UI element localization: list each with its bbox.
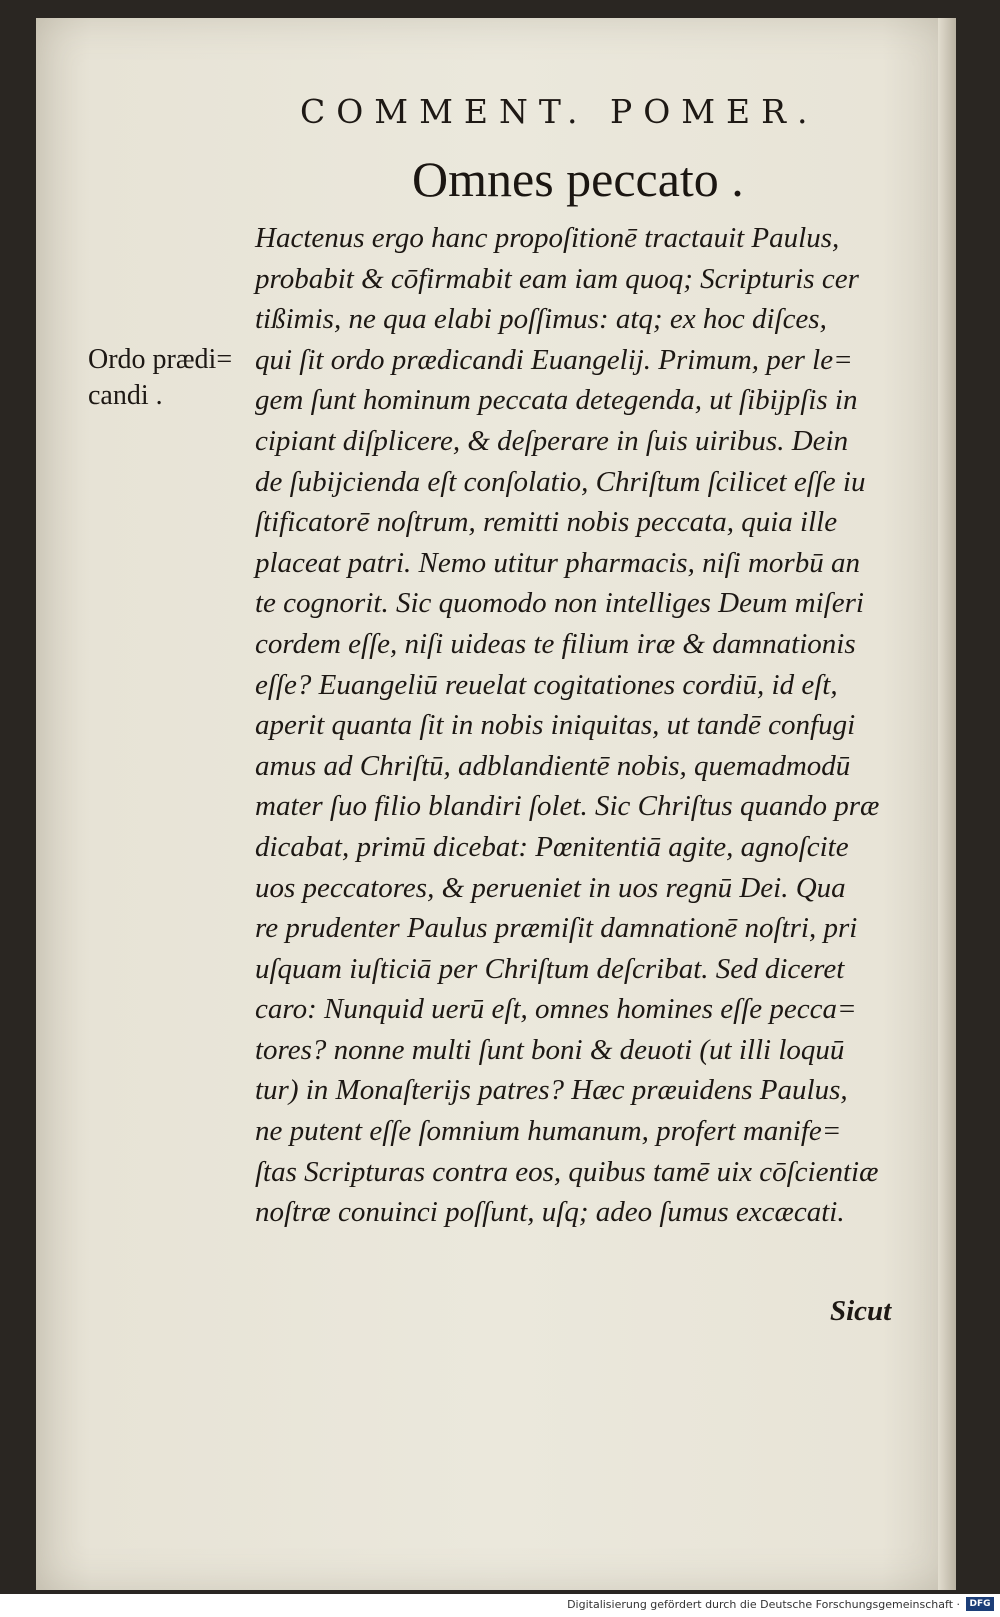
body-line: ſtificatorē noſtrum, remitti nobis peccata, quia ille: [255, 506, 838, 539]
body-line: mater ſuo filio blandiri ſolet. Sic Chriſtus quando præ: [255, 790, 880, 823]
body-line: Hactenus ergo hanc propoſitionē tractauit Paulus,: [255, 222, 840, 254]
running-head: COMMENT. POMER.: [300, 92, 819, 131]
dfg-logo: DFG: [966, 1597, 994, 1611]
body-line: dicabat, primū dicebat: Pœnitentiā agite, agnoſcite: [255, 830, 849, 863]
body-line: qui ſit ordo prædicandi Euangelij. Primum, per le=: [255, 343, 853, 376]
page-edge: [938, 18, 956, 1590]
body-line: noſtræ conuinci poſſunt, uſq; adeo ſumus excæcati.: [255, 1196, 845, 1229]
body-line: uos peccatores, & perueniet in uos regnū Dei. Qua: [255, 871, 846, 904]
body-line: tißimis, ne qua elabi poſſimus: atq; ex hoc diſces,: [255, 303, 827, 336]
body-line: eſſe? Euangeliū reuelat cogitationes cordiū, id eſt,: [255, 668, 838, 701]
body-line: ne putent eſſe ſomnium humanum, profert manife=: [255, 1115, 842, 1148]
body-line: cordem eſſe, niſi uideas te filium iræ & damnationis: [255, 627, 856, 660]
body-line: te cognorit. Sic quomodo non intelliges Deum miſeri: [255, 587, 864, 620]
body-line: cipiant diſplicere, & deſperare in ſuis uiribus. Dein: [255, 424, 849, 457]
body-line: uſquam iuſticiā per Chriſtum deſcribat. Sed diceret: [255, 952, 845, 985]
body-line: amus ad Chriſtū, adblandientē nobis, quemadmodū: [255, 749, 851, 782]
body-line: caro: Nunquid uerū eſt, omnes homines eſſe pecca=: [255, 993, 857, 1026]
body-line: aperit quanta ſit in nobis iniquitas, ut tandē confugi: [255, 709, 856, 742]
body-line: re prudenter Paulus præmiſit damnationē noſtri, pri: [255, 912, 858, 945]
section-title: Omnes peccato .: [412, 151, 744, 207]
body-line: gem ſunt hominum peccata detegenda, ut ſibijpſis in: [255, 384, 858, 417]
body-line: placeat patri. Nemo utitur pharmacis, niſi morbū an: [255, 546, 860, 579]
margin-note-line: Ordo prædi=: [88, 344, 233, 375]
body-text: [255, 218, 915, 1233]
body-line: tur) in Monaſterijs patres? Hæc præuidens Paulus,: [255, 1074, 848, 1107]
footer-credit: Digitalisierung gefördert durch die Deutsche Forschungsgemeinschaft ·: [567, 1598, 960, 1611]
margin-note: [88, 342, 232, 414]
margin-note-line: candi .: [88, 380, 163, 411]
body-line: tores? nonne multi ſunt boni & deuoti (ut illi loquū: [255, 1033, 845, 1066]
body-line: ſtas Scripturas contra eos, quibus tamē uix cōſcientiæ: [255, 1155, 879, 1188]
body-line: de ſubijcienda eſt conſolatio, Chriſtum ſcilicet eſſe iu: [255, 465, 866, 498]
footer-bar: [0, 1594, 1000, 1617]
body-line: probabit & cōfirmabit eam iam quoq; Scripturis cer: [255, 262, 859, 295]
catchword: Sicut: [830, 1295, 892, 1327]
